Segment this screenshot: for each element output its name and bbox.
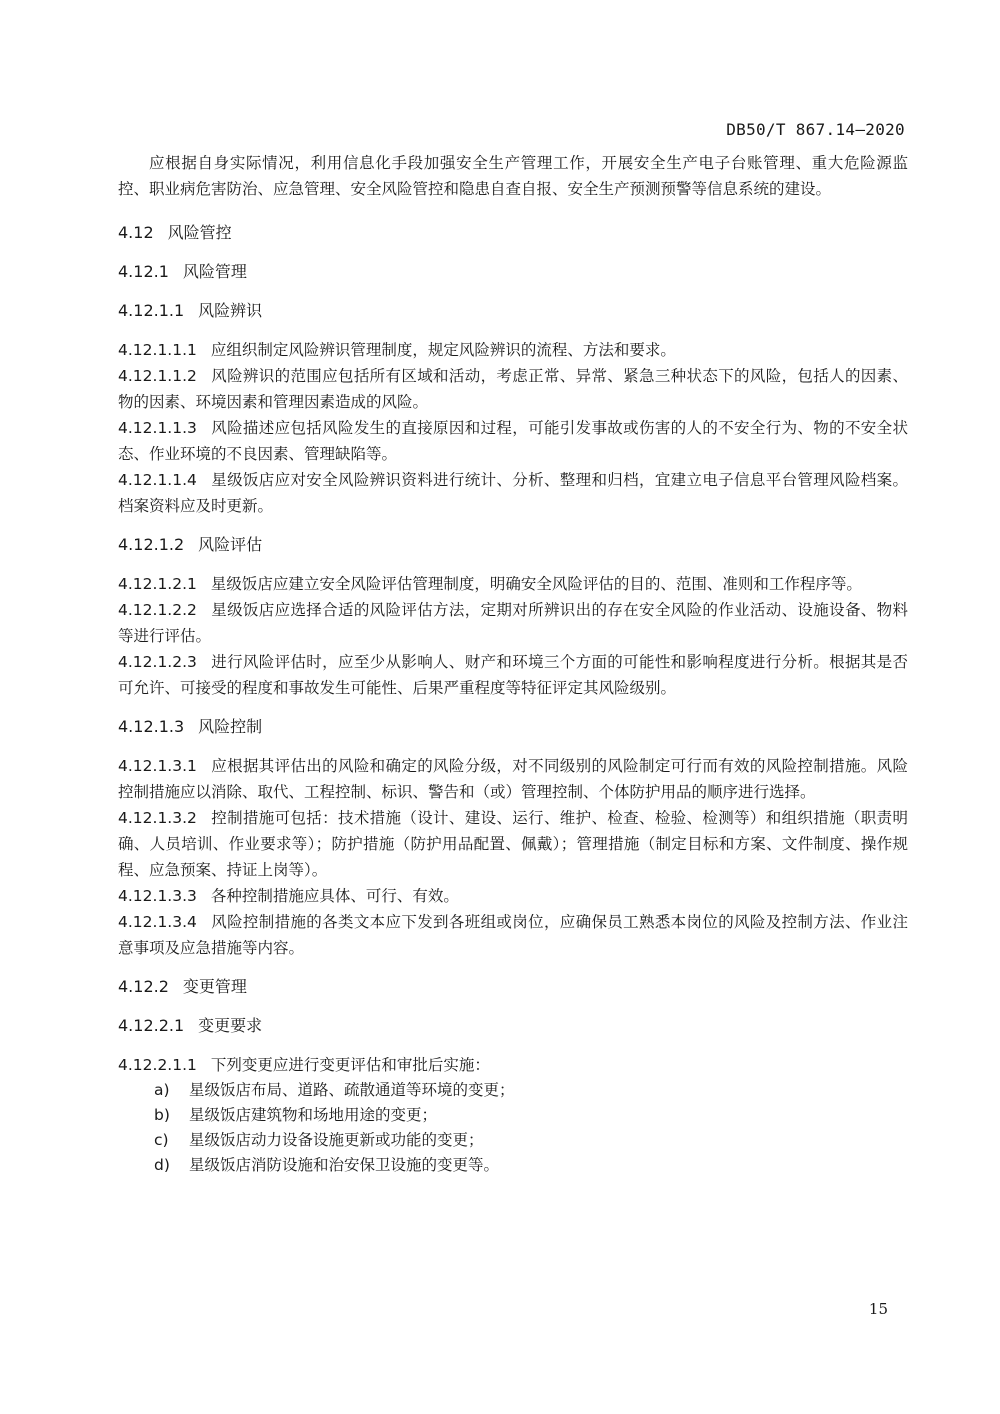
section-number: 4.12.1.3 xyxy=(118,717,185,736)
clause-text: 风险描述应包括风险发生的直接原因和过程，可能引发事故或伤害的人的不安全行为、物的不安全状态、作业环境的不良因素、管理缺陷等。 xyxy=(118,419,908,463)
clause-text: 风险控制措施的各类文本应下发到各班组或岗位，应确保员工熟悉本岗位的风险及控制方法、作业注意事项及应急措施等内容。 xyxy=(118,913,908,957)
clause-text: 风险辨识的范围应包括所有区域和活动，考虑正常、异常、紧急三种状态下的风险，包括人的因素、物的因素、环境因素和管理因素造成的风险。 xyxy=(118,367,908,411)
clause-text: 应根据其评估出的风险和确定的风险分级，对不同级别的风险制定可行而有效的风险控制措施。风险控制措施应以消除、取代、工程控制、标识、警告和（或）管理控制、个体防护用品的顺序进行选择。 xyxy=(118,757,908,801)
clause-number: 4.12.1.1.4 xyxy=(118,471,197,489)
section-title: 变更要求 xyxy=(198,1016,263,1035)
clause-number: 4.12.1.3.2 xyxy=(118,809,197,827)
clause-number: 4.12.1.3.1 xyxy=(118,757,197,775)
list-item xyxy=(118,1128,908,1153)
list-text: 星级饭店布局、道路、疏散通道等环境的变更； xyxy=(189,1081,515,1099)
clause-number: 4.12.1.1.3 xyxy=(118,419,197,437)
clause-4-12-1-2-1 xyxy=(118,571,908,597)
clause-4-12-1-1-4 xyxy=(118,467,908,519)
list-text: 星级饭店建筑物和场地用途的变更； xyxy=(189,1106,438,1124)
clause-4-12-1-1-2 xyxy=(118,363,908,415)
clause-4-12-1-3-4 xyxy=(118,909,908,961)
section-heading-4-12-1-1 xyxy=(118,298,908,324)
section-heading-4-12-1 xyxy=(118,259,908,285)
section-number: 4.12.1 xyxy=(118,262,169,281)
clause-4-12-1-2-2 xyxy=(118,597,908,649)
list-item xyxy=(118,1153,908,1178)
clause-number: 4.12.1.3.4 xyxy=(118,913,197,931)
clause-number: 4.12.2.1.1 xyxy=(118,1056,197,1074)
section-number: 4.12.2.1 xyxy=(118,1016,185,1035)
clause-number: 4.12.1.2.2 xyxy=(118,601,197,619)
clause-4-12-1-3-1 xyxy=(118,753,908,805)
clause-text: 控制措施可包括：技术措施（设计、建设、运行、维护、检查、检验、检测等）和组织措施（职责明确、人员培训、作业要求等）；防护措施（防护用品配置、佩戴）；管理措施（制定目标和方案、文件制度、操作规程、应急预案、持证上岗等）。 xyxy=(118,809,908,879)
clause-number: 4.12.1.2.1 xyxy=(118,575,197,593)
clause-number: 4.12.1.1.2 xyxy=(118,367,197,385)
section-heading-4-12-2-1 xyxy=(118,1013,908,1039)
list-item xyxy=(118,1078,908,1103)
clause-text: 各种控制措施应具体、可行、有效。 xyxy=(210,887,459,905)
intro-paragraph: 应根据自身实际情况，利用信息化手段加强安全生产管理工作，开展安全生产电子台账管理、重大危险源监控、职业病危害防治、应急管理、安全风险管控和隐患自查自报、安全生产预测预警等信息系统的建设。 xyxy=(118,154,908,198)
section-title: 变更管理 xyxy=(182,977,247,996)
page-number: 15 xyxy=(868,1300,888,1318)
list-item xyxy=(118,1103,908,1128)
clause-number: 4.12.1.1.1 xyxy=(118,341,197,359)
clause-4-12-1-1-3 xyxy=(118,415,908,467)
clause-text: 星级饭店应建立安全风险评估管理制度，明确安全风险评估的目的、范围、准则和工作程序等。 xyxy=(210,575,862,593)
section-title: 风险管控 xyxy=(167,223,232,242)
list-marker: c) xyxy=(154,1131,169,1149)
change-list xyxy=(118,1078,908,1178)
section-heading-4-12 xyxy=(118,220,908,246)
section-number: 4.12.1.2 xyxy=(118,535,185,554)
page-content xyxy=(118,150,908,1178)
section-title: 风险控制 xyxy=(198,717,263,736)
clause-text: 应组织制定风险辨识管理制度，规定风险辨识的流程、方法和要求。 xyxy=(210,341,676,359)
list-marker: a) xyxy=(154,1081,170,1099)
standard-code: DB50/T 867.14—2020 xyxy=(726,120,905,139)
section-number: 4.12.2 xyxy=(118,977,169,996)
list-marker: b) xyxy=(154,1106,170,1124)
section-title: 风险评估 xyxy=(198,535,263,554)
clause-4-12-2-1-1 xyxy=(118,1052,908,1078)
section-heading-4-12-2 xyxy=(118,974,908,1000)
clause-4-12-1-3-2 xyxy=(118,805,908,883)
list-text: 星级饭店消防设施和治安保卫设施的变更等。 xyxy=(189,1156,500,1174)
section-heading-4-12-1-2 xyxy=(118,532,908,558)
clause-text: 进行风险评估时，应至少从影响人、财产和环境三个方面的可能性和影响程度进行分析。根据其是否可允许、可接受的程度和事故发生可能性、后果严重程度等特征评定其风险级别。 xyxy=(118,653,908,697)
list-marker: d) xyxy=(154,1156,170,1174)
clause-4-12-1-2-3 xyxy=(118,649,908,701)
section-number: 4.12.1.1 xyxy=(118,301,185,320)
section-number: 4.12 xyxy=(118,223,154,242)
clause-text: 下列变更应进行变更评估和审批后实施： xyxy=(210,1056,490,1074)
list-text: 星级饭店动力设备设施更新或功能的变更； xyxy=(189,1131,484,1149)
clause-text: 星级饭店应选择合适的风险评估方法，定期对所辨识出的存在安全风险的作业活动、设施设备、物料等进行评估。 xyxy=(118,601,908,645)
clause-4-12-1-1-1 xyxy=(118,337,908,363)
section-heading-4-12-1-3 xyxy=(118,714,908,740)
clause-number: 4.12.1.2.3 xyxy=(118,653,197,671)
clause-number: 4.12.1.3.3 xyxy=(118,887,197,905)
clause-text: 星级饭店应对安全风险辨识资料进行统计、分析、整理和归档，宜建立电子信息平台管理风险档案。档案资料应及时更新。 xyxy=(118,471,908,515)
section-title: 风险管理 xyxy=(182,262,247,281)
section-title: 风险辨识 xyxy=(198,301,263,320)
clause-4-12-1-3-3 xyxy=(118,883,908,909)
